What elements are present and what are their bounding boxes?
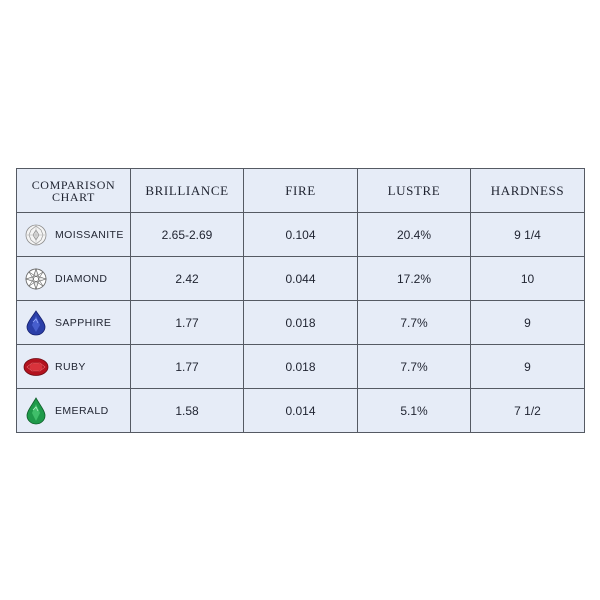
gem-name: SAPPHIRE xyxy=(55,316,112,329)
header-hardness: HARDNESS xyxy=(471,169,585,213)
gem-name: DIAMOND xyxy=(55,272,108,285)
hardness-value: 10 xyxy=(471,257,585,301)
fire-value: 0.014 xyxy=(244,389,358,433)
header-brilliance: BRILLIANCE xyxy=(131,169,244,213)
lustre-value: 20.4% xyxy=(358,213,471,257)
gem-cell xyxy=(17,345,131,389)
hardness-value: 9 xyxy=(471,345,585,389)
brilliance-value: 1.77 xyxy=(131,301,244,345)
brilliance-value: 2.65-2.69 xyxy=(131,213,244,257)
lustre-value: 5.1% xyxy=(358,389,471,433)
hardness-value: 9 1/4 xyxy=(471,213,585,257)
header-lustre: LUSTRE xyxy=(358,169,471,213)
table-row-ruby xyxy=(17,345,585,389)
diamond-icon xyxy=(23,266,49,292)
lustre-value: 7.7% xyxy=(358,301,471,345)
table-row-moissanite xyxy=(17,213,585,257)
table-row-emerald xyxy=(17,389,585,433)
gem-cell xyxy=(17,257,131,301)
lustre-value: 17.2% xyxy=(358,257,471,301)
corner-line-2: CHART xyxy=(52,189,95,204)
brilliance-value: 2.42 xyxy=(131,257,244,301)
brilliance-value: 1.58 xyxy=(131,389,244,433)
corner-line-1: COMPARISON xyxy=(31,177,116,192)
fire-value: 0.018 xyxy=(244,301,358,345)
header-comparison-chart xyxy=(17,169,131,213)
table-row-sapphire xyxy=(17,301,585,345)
fire-value: 0.018 xyxy=(244,345,358,389)
header-fire: FIRE xyxy=(244,169,358,213)
brilliance-value: 1.77 xyxy=(131,345,244,389)
gem-name: MOISSANITE xyxy=(55,228,124,241)
hardness-value: 9 xyxy=(471,301,585,345)
ruby-icon xyxy=(23,354,49,380)
gem-name: EMERALD xyxy=(55,404,109,417)
emerald-icon xyxy=(23,398,49,424)
lustre-value: 7.7% xyxy=(358,345,471,389)
header-row xyxy=(17,169,585,213)
gem-cell xyxy=(17,389,131,433)
gem-cell xyxy=(17,301,131,345)
sapphire-icon xyxy=(23,310,49,336)
gem-cell xyxy=(17,213,131,257)
table-row-diamond xyxy=(17,257,585,301)
fire-value: 0.104 xyxy=(244,213,358,257)
moissanite-icon xyxy=(23,222,49,248)
hardness-value: 7 1/2 xyxy=(471,389,585,433)
fire-value: 0.044 xyxy=(244,257,358,301)
comparison-table xyxy=(16,168,585,433)
gem-name: RUBY xyxy=(55,360,86,373)
